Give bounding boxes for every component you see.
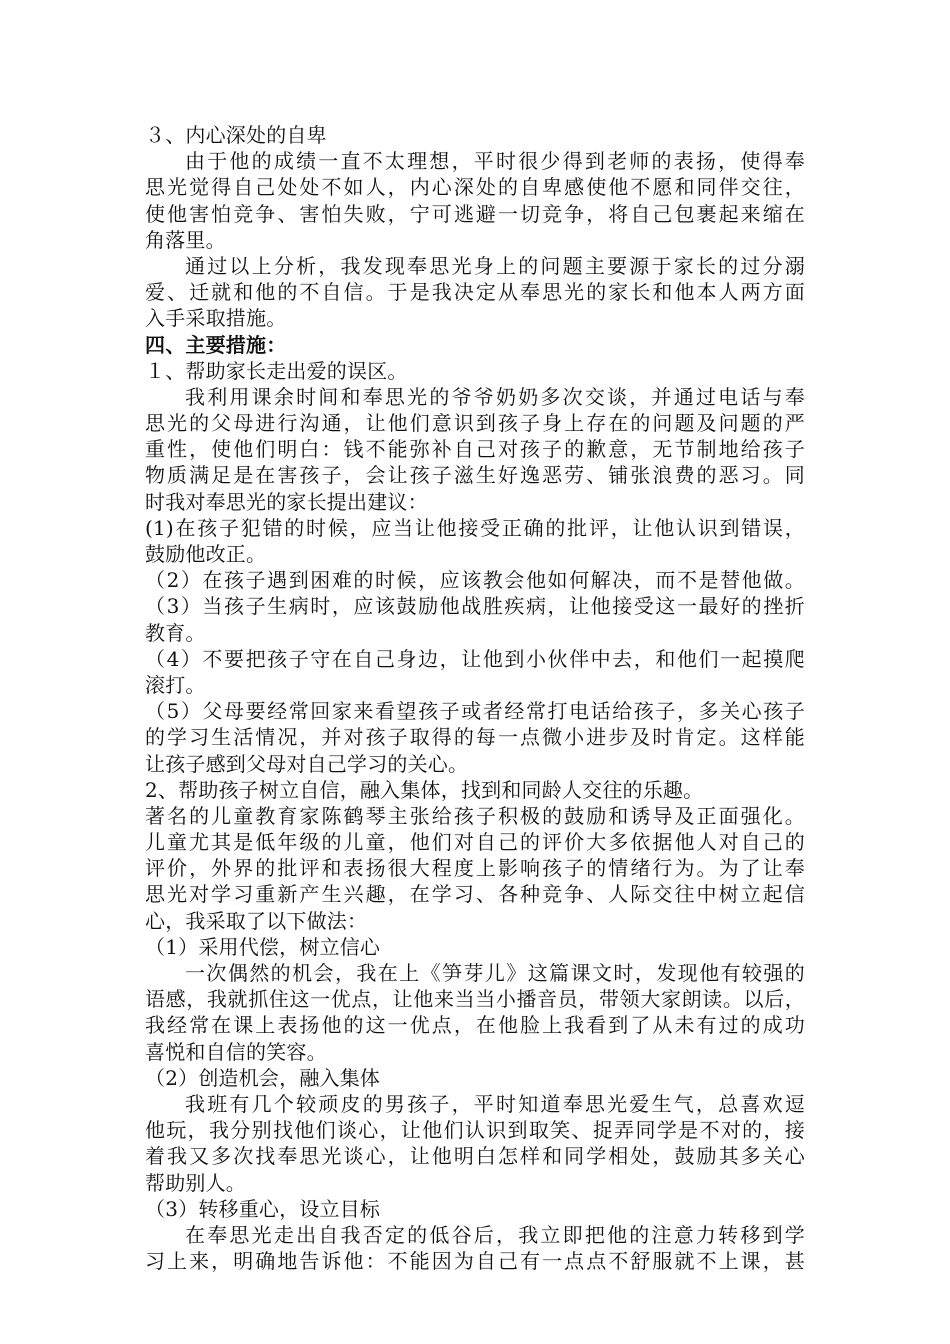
- text-line: 四、主要措施：: [145, 332, 287, 357]
- text-line: 角落里。: [145, 227, 226, 252]
- text-line: (1)在孩子犯错的时候，应当让他接受正确的批评，让他认识到错误，: [145, 515, 805, 540]
- text-line: ３、内心深处的自卑: [145, 123, 327, 147]
- text-line: 语感，我就抓住这一优点，让他来当当小播音员，带领大家朗读。以后，: [145, 987, 805, 1012]
- text-line: 时我对奉思光的家长提出建议：: [145, 489, 428, 514]
- text-line: （1）采用代偿，树立信心: [145, 934, 381, 959]
- text-line: 心，我采取了以下做法：: [145, 908, 368, 933]
- text-line: 物质满足是在害孩子，会让孩子滋生好逸恶劳、铺张浪费的恶习。同: [145, 463, 805, 488]
- text-line: 的学习生活情况，并对孩子取得的每一点微小进步及时肯定。这样能: [145, 725, 805, 750]
- text-line: 滚打。: [145, 672, 206, 697]
- text-line: 儿童尤其是低年级的儿童，他们对自己的评价大多依据他人对自己的: [145, 830, 805, 855]
- text-line: 鼓励他改正。: [145, 542, 267, 566]
- text-line: 他玩，我分别找他们谈心，让他们认识到取笑、捉弄同学是不对的，接: [145, 1118, 805, 1143]
- text-line: 我利用课余时间和奉思光的爷爷奶奶多次交谈，并通过电话与奉: [185, 384, 805, 409]
- text-line: 思光的父母进行沟通，让他们意识到孩子身上存在的问题及问题的严: [145, 411, 805, 436]
- text-line: 教育。: [145, 620, 206, 645]
- text-line: 重性，使他们明白：钱不能弥补自己对孩子的歉意，无节制地给孩子: [145, 437, 805, 462]
- text-line: （2）在孩子遇到困难的时候，应该教会他如何解决，而不是替他做。: [145, 568, 805, 593]
- text-line: 入手采取措施。: [145, 306, 287, 331]
- text-line: 著名的儿童教育家陈鹤琴主张给孩子积极的鼓励和诱导及正面强化。: [145, 803, 805, 828]
- text-line: （3）当孩子生病时，应该鼓励他战胜疾病，让他接受这一最好的挫折: [145, 594, 805, 619]
- text-line: 思光对学习重新产生兴趣，在学习、各种竞争、人际交往中树立起信: [145, 882, 805, 907]
- text-line: 让孩子感到父母对自己学习的关心。: [145, 751, 469, 776]
- text-line: 爱、迁就和他的不自信。于是我决定从奉思光的家长和他本人两方面: [145, 280, 805, 305]
- text-line: 着我又多次找奉思光谈心，让他明白怎样和同学相处，鼓励其多关心: [145, 1144, 805, 1169]
- text-line: 使他害怕竞争、害怕失败，宁可逃避一切竞争，将自己包裹起来缩在: [145, 201, 805, 226]
- text-line: 思光觉得自己处处不如人，内心深处的自卑感使他不愿和同伴交往，: [145, 175, 805, 200]
- text-line: 2、帮助孩子树立自信，融入集体，找到和同龄人交往的乐趣。: [145, 777, 704, 802]
- text-line: （4）不要把孩子守在自己身边，让他到小伙伴中去，和他们一起摸爬: [145, 646, 805, 671]
- text-line: 评价，外界的批评和表扬很大程度上影响孩子的情绪行为。为了让奉: [145, 856, 805, 881]
- text-line: 通过以上分析，我发现奉思光身上的问题主要源于家长的过分溺: [185, 253, 805, 278]
- text-line: 由于他的成绩一直不太理想，平时很少得到老师的表扬，使得奉: [185, 149, 805, 174]
- text-line: （3）转移重心，设立目标: [145, 1196, 381, 1221]
- text-line: 我班有几个较顽皮的男孩子，平时知道奉思光爱生气，总喜欢逗: [185, 1091, 805, 1116]
- text-line: （2）创造机会，融入集体: [145, 1065, 381, 1090]
- text-line: 在奉思光走出自我否定的低谷后，我立即把他的注意力转移到学: [185, 1222, 805, 1247]
- text-line: 我经常在课上表扬他的这一优点，在他脸上我看到了从未有过的成功: [145, 1013, 805, 1038]
- text-line: １、帮助家长走出爱的误区。: [145, 358, 408, 383]
- text-line: 喜悦和自信的笑容。: [145, 1039, 327, 1064]
- text-line: （5）父母要经常回家来看望孩子或者经常打电话给孩子，多关心孩子: [145, 699, 805, 724]
- text-line: 帮助别人。: [145, 1170, 246, 1195]
- text-line: 一次偶然的机会，我在上《笋芽儿》这篇课文时，发现他有较强的: [185, 961, 805, 985]
- document-page: [145, 122, 805, 1274]
- text-line: 习上来，明确地告诉他：不能因为自己有一点点不舒服就不上课，甚: [145, 1249, 805, 1274]
